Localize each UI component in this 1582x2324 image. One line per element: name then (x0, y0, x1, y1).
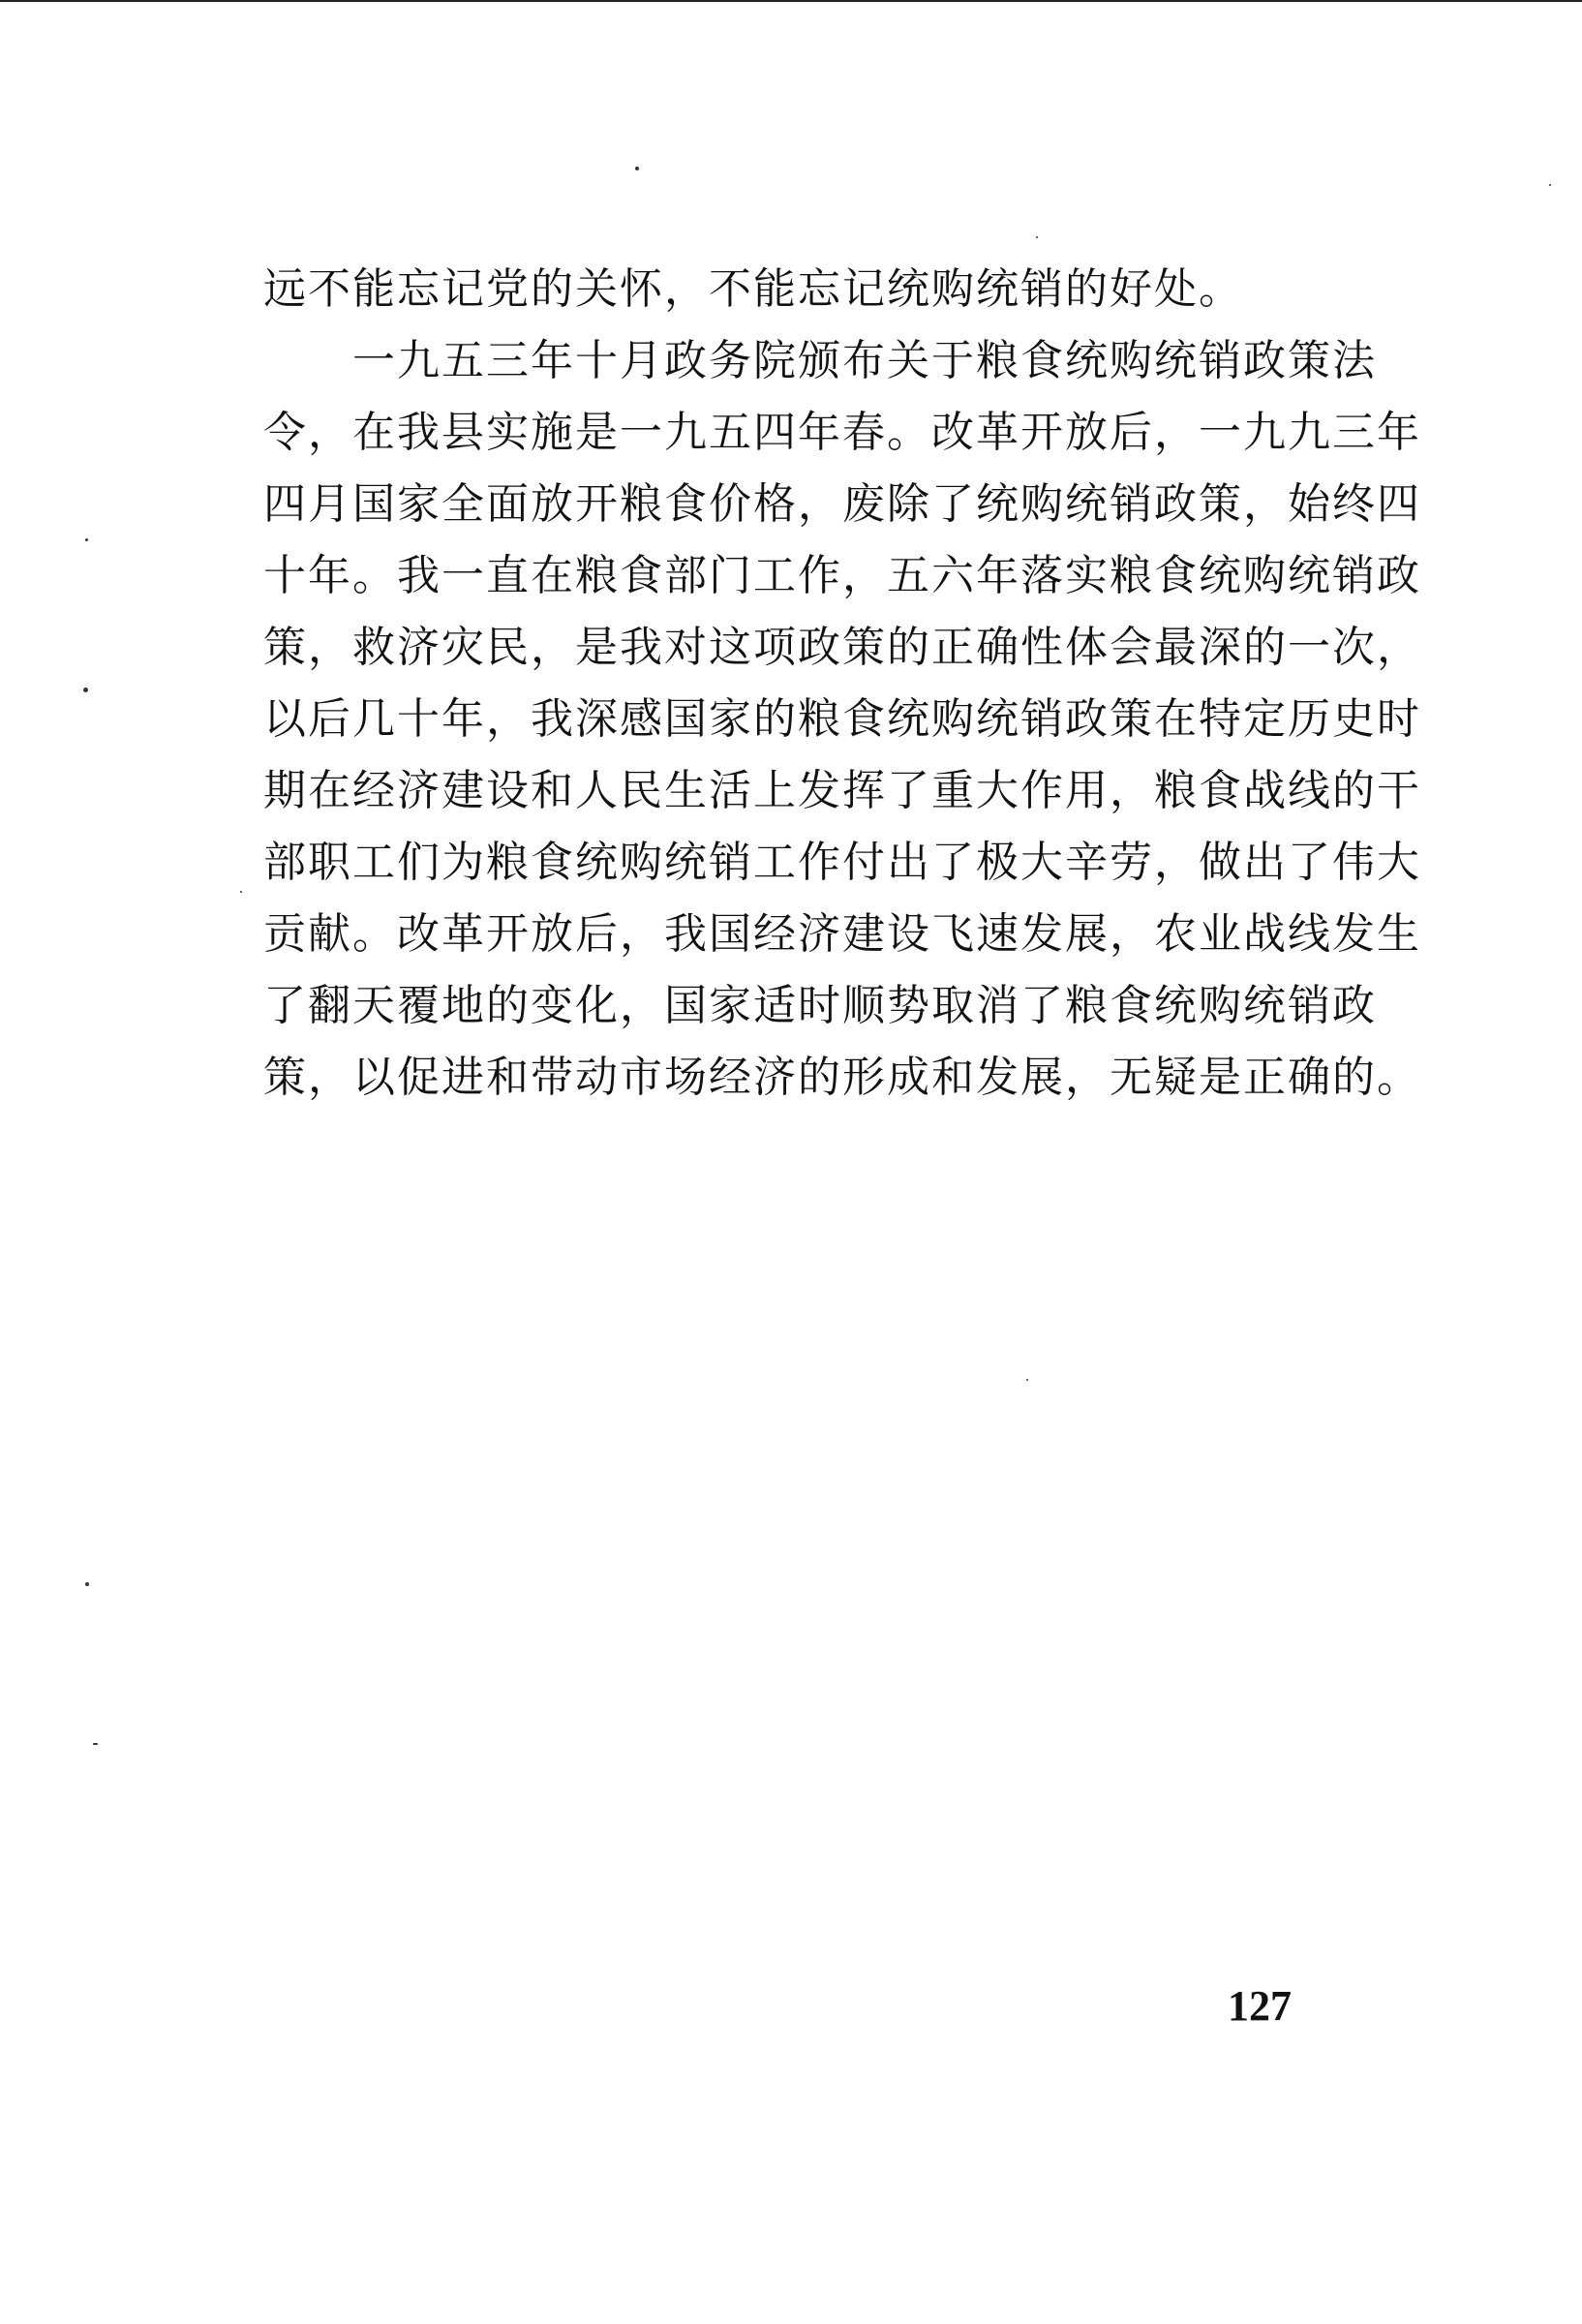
scan-speck (635, 167, 639, 170)
text-line-4: 四月国家全面放开粮食价格，废除了统购统销政策，始终四 (263, 479, 1421, 529)
text-line-11: 了翻天覆地的变化，国家适时顺势取消了粮食统购统销政 (263, 981, 1377, 1030)
scan-speck (83, 688, 88, 692)
scan-speck (1549, 184, 1551, 186)
text-line-6: 策，救济灾民，是我对这项政策的正确性体会最深的一次， (263, 623, 1421, 672)
body-text (263, 254, 1421, 1114)
page-number: 127 (1228, 1982, 1292, 2030)
scan-speck (85, 538, 88, 541)
scan-speck (93, 1743, 98, 1745)
scan-speck (240, 891, 242, 893)
text-line-1: 远不能忘记党的关怀，不能忘记统购统销的好处。 (263, 264, 1243, 314)
text-line-12: 策，以促进和带动市场经济的形成和发展，无疑是正确的。 (263, 1053, 1421, 1102)
text-line-5: 十年。我一直在粮食部门工作，五六年落实粮食统购统销政 (263, 551, 1421, 600)
text-line-2: 一九五三年十月政务院颁布关于粮食统购统销政策法 (263, 336, 1377, 385)
scan-speck (85, 1582, 89, 1586)
text-line-3: 令，在我县实施是一九五四年春。改革开放后，一九九三年 (263, 408, 1421, 457)
text-line-9: 部职工们为粮食统购统销工作付出了极大辛劳，做出了伟大 (263, 838, 1421, 887)
text-line-10: 贡献。改革开放后，我国经济建设飞速发展，农业战线发生 (263, 909, 1421, 959)
text-line-7: 以后几十年，我深感国家的粮食统购统销政策在特定历史时 (263, 694, 1421, 744)
scan-speck (1036, 236, 1038, 238)
text-line-8: 期在经济建设和人民生活上发挥了重大作用，粮食战线的干 (263, 766, 1421, 815)
scan-speck (1026, 1379, 1028, 1381)
top-border-line (0, 0, 1582, 2)
